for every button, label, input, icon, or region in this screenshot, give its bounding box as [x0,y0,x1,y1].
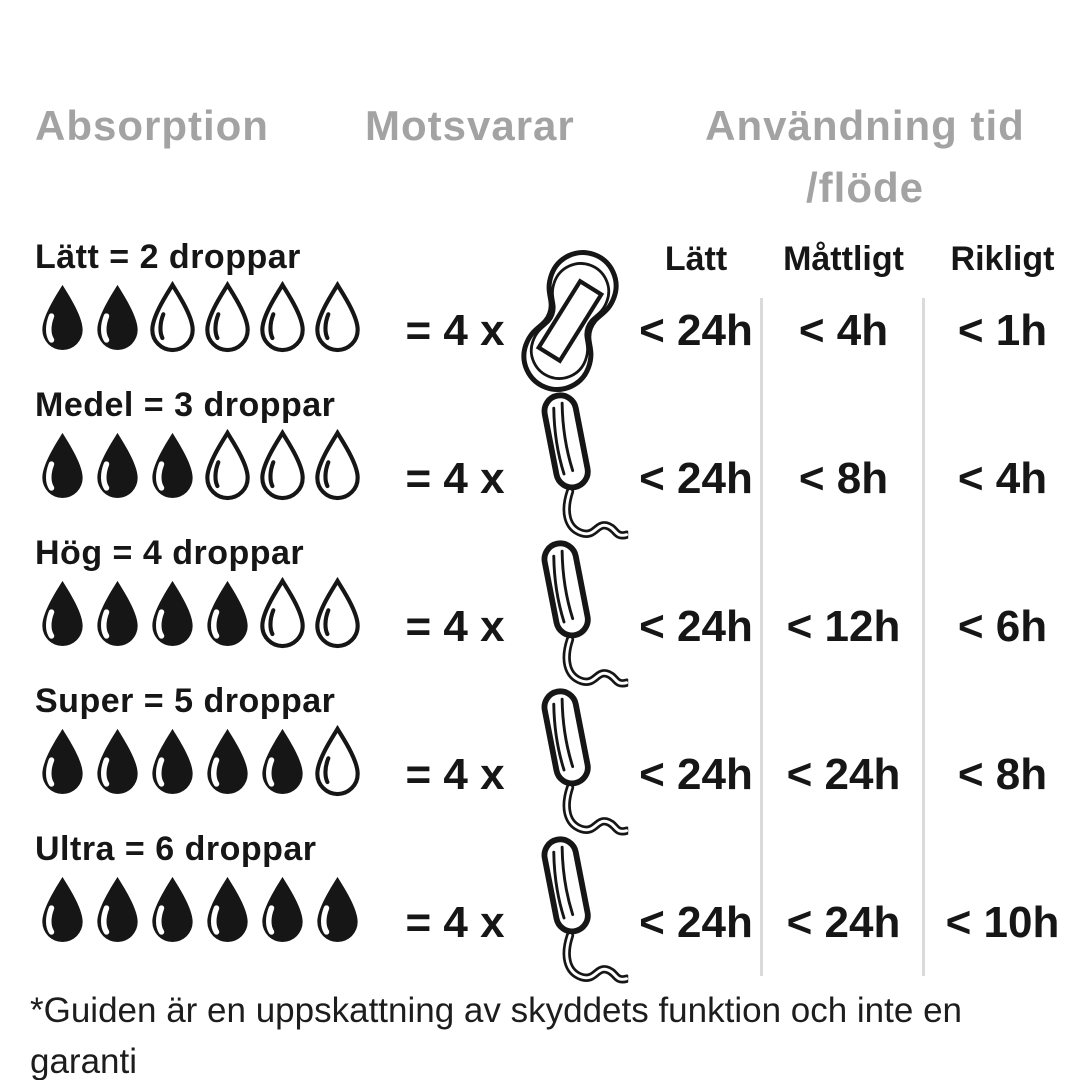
drop-filled-icon [255,725,310,797]
time-latt: < 24h [639,306,753,355]
equals-text: = 4 x [405,898,505,947]
equals-text: = 4 x [405,454,505,503]
table-row [0,824,1080,972]
absorption-cell [0,676,400,844]
product-icon-cell [510,528,630,696]
absorption-cell [0,232,400,400]
time-mattligt: < 12h [786,602,901,651]
drop-filled-icon [200,577,255,649]
tampon-icon [510,834,630,992]
row-label: Lätt = 2 droppar [35,238,301,276]
row-label: Hög = 4 droppar [35,534,305,572]
product-icon-cell [510,232,630,400]
drop-filled-icon [145,577,200,649]
usage-header-latt: Lätt [664,240,728,278]
usage-header-rikligt: Rikligt [950,240,1055,278]
drop-filled-icon [35,281,90,353]
drop-empty-icon [310,281,365,353]
drop-empty-icon [310,429,365,501]
footnote: *Guiden är en uppskattning av skyddets funktion och inte en garanti [30,991,962,1080]
time-latt: < 24h [639,602,753,651]
row-label: Super = 5 droppar [35,682,336,720]
table-row [0,528,1080,676]
table-row [0,232,1080,380]
table-row [0,380,1080,528]
drop-filled-icon [310,873,365,945]
drop-filled-icon [200,725,255,797]
time-mattligt: < 24h [786,750,901,799]
tampon-icon [510,390,630,548]
drop-filled-icon [200,873,255,945]
drop-filled-icon [255,873,310,945]
time-latt: < 24h [639,898,753,947]
drop-filled-icon [145,725,200,797]
drop-filled-icon [90,725,145,797]
drop-filled-icon [35,429,90,501]
drops-indicator [35,725,400,797]
absorption-cell [0,824,400,992]
drop-filled-icon [90,577,145,649]
absorption-rows [0,232,1080,972]
absorption-cell [0,380,400,548]
tampon-icon [510,538,630,696]
product-icon-cell [510,380,630,548]
time-latt: < 24h [639,454,753,503]
time-rikligt: < 8h [957,750,1048,799]
title-absorption: Absorption [35,102,269,149]
product-icon-cell [510,824,630,992]
drop-empty-icon [310,577,365,649]
drop-empty-icon [255,281,310,353]
drop-filled-icon [35,577,90,649]
tampon-icon [510,686,630,844]
time-mattligt: < 24h [786,898,901,947]
usage-header-mattligt: Måttligt [783,240,904,278]
title-usage [680,102,1050,212]
title-usage-line2: /flöde [806,164,924,211]
time-rikligt: < 10h [945,898,1060,947]
product-icon-cell [510,676,630,844]
table-row [0,676,1080,824]
drop-filled-icon [35,725,90,797]
drop-filled-icon [145,429,200,501]
drops-indicator [35,281,400,353]
drop-empty-icon [145,281,200,353]
time-latt: < 24h [639,750,753,799]
drops-indicator [35,873,400,945]
drop-empty-icon [200,429,255,501]
time-rikligt: < 1h [957,306,1048,355]
row-label: Medel = 3 droppar [35,386,336,424]
drop-filled-icon [90,281,145,353]
equals-text: = 4 x [405,306,505,355]
drop-filled-icon [90,429,145,501]
drop-filled-icon [35,873,90,945]
time-rikligt: < 6h [957,602,1048,651]
drop-empty-icon [255,577,310,649]
drop-filled-icon [90,873,145,945]
title-usage-line1: Användning tid [705,102,1025,149]
absorption-cell [0,528,400,696]
pad-icon [510,242,630,400]
drop-filled-icon [145,873,200,945]
drops-indicator [35,429,400,501]
drop-empty-icon [310,725,365,797]
row-label: Ultra = 6 droppar [35,830,317,868]
equals-text: = 4 x [405,750,505,799]
time-rikligt: < 4h [957,454,1048,503]
time-mattligt: < 8h [798,454,889,503]
drop-empty-icon [255,429,310,501]
drops-indicator [35,577,400,649]
time-mattligt: < 4h [798,306,889,355]
drop-empty-icon [200,281,255,353]
equals-text: = 4 x [405,602,505,651]
title-motsvarar: Motsvarar [365,102,575,149]
